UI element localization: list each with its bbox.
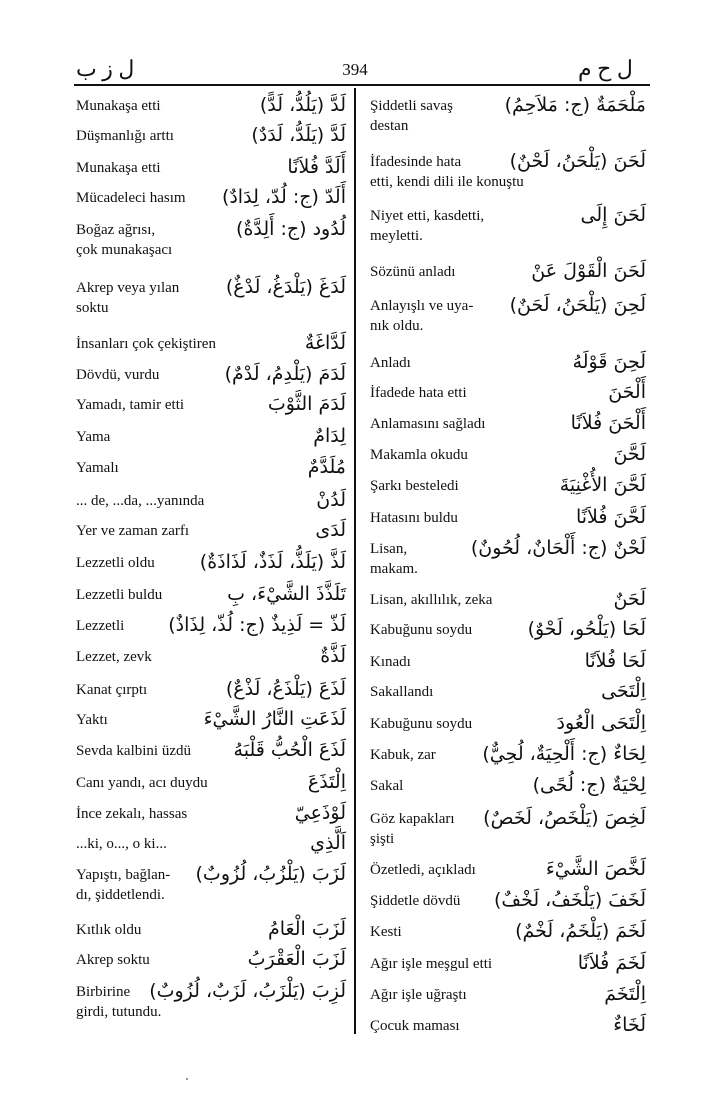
entry-turkish-meaning: Mücadeleci hasım: [76, 190, 186, 206]
entry-arabic-headword: لَدَغَ (يَلْدَغُ، لَدْغٌ): [225, 276, 346, 298]
entry-arabic-headword: لَخَمَ فُلاَنًا: [577, 952, 646, 974]
entry-arabic-headword: لَدَمَ الثَّوْبَ: [267, 393, 346, 415]
entry-arabic-headword: لَذَعَ الْحُبُّ قَلْبَهُ: [233, 739, 346, 761]
entry-arabic-headword: لَذّ = لَذِيذٌ (ج: لُذّ، لِذَاذٌ): [168, 614, 346, 636]
dictionary-entry: [370, 476, 646, 498]
entry-arabic-headword: لِحْيَةٌ (ج: لُحًى): [532, 774, 646, 796]
dictionary-entry: [76, 278, 346, 326]
column-divider: [354, 88, 356, 1034]
dictionary-entry: [76, 982, 346, 1030]
dictionary-entry: [370, 714, 646, 736]
entry-arabic-headword: لَذَّةٌ: [320, 645, 346, 667]
dictionary-entry: [370, 152, 646, 200]
dictionary-entry: [370, 508, 646, 530]
entry-turkish-meaning: Yaktı: [76, 712, 108, 728]
entry-arabic-headword: لَخَّصَ الشَّيْءَ: [545, 858, 646, 880]
entry-turkish-meaning: İfadesinde hata etti, kendi dili ile konuştu: [370, 154, 524, 190]
dictionary-entry: [370, 96, 646, 144]
entry-turkish-meaning: Canı yandı, acı duydu: [76, 775, 208, 791]
entry-arabic-headword: لَحَنٌ: [613, 588, 646, 610]
entry-turkish-meaning: Şiddetli savaş destan: [370, 98, 453, 134]
entry-turkish-meaning: Anladı: [370, 355, 411, 371]
entry-turkish-meaning: Kabuk, zar: [370, 747, 436, 763]
entry-turkish-meaning: Yamalı: [76, 460, 119, 476]
entry-arabic-headword: لَحَا (يَلْحُو، لَحْوٌ): [527, 618, 646, 640]
dictionary-entry: [370, 620, 646, 642]
dictionary-entry: [76, 680, 346, 702]
entry-arabic-headword: لَخَاءٌ: [613, 1014, 646, 1036]
entry-arabic-headword: أَلْحَنَ: [608, 381, 646, 403]
dictionary-entry: [370, 860, 646, 882]
entry-arabic-headword: اَلَّذِي: [310, 832, 346, 854]
entry-turkish-meaning: Lisan, akıllılık, zeka: [370, 592, 493, 608]
header-left-letters: ل ز ب: [76, 56, 135, 81]
entry-arabic-headword: لَحَنَ الْقَوْلَ عَنْ: [531, 260, 646, 282]
dictionary-entry: [370, 353, 646, 375]
dictionary-entry: [76, 950, 346, 972]
entry-arabic-headword: لَخَفَ (يَلْخَفُ، لَخْفٌ): [494, 889, 646, 911]
entry-turkish-meaning: İnsanları çok çekiştiren: [76, 336, 216, 352]
entry-arabic-headword: لَدَّاغَةٌ: [304, 332, 346, 354]
entry-arabic-headword: لَزِبَ (يَلْزَبُ، لَزَبٌ، لُزُوبٌ): [149, 980, 346, 1002]
dictionary-entry: [76, 710, 346, 732]
entry-turkish-meaning: Yer ve zaman zarfı: [76, 523, 190, 539]
entry-arabic-headword: لَحِنَ (يَلْحَنُ، لَحَنٌ): [509, 294, 646, 316]
entry-arabic-headword: لَزَبَ الْعَقْرَبُ: [247, 948, 346, 970]
entry-arabic-headword: لَدُنْ: [316, 489, 346, 511]
dictionary-entry: [370, 745, 646, 767]
entry-turkish-meaning: Şiddetle dövdü: [370, 893, 461, 909]
dictionary-entry: [370, 590, 646, 612]
entry-turkish-meaning: Lisan, makam.: [370, 541, 418, 577]
entry-turkish-meaning: Sözünü anladı: [370, 264, 456, 280]
entry-turkish-meaning: Lezzetli oldu: [76, 555, 155, 571]
dictionary-entry: [76, 773, 346, 795]
dictionary-entry: [370, 445, 646, 467]
entry-arabic-headword: لَخِصَ (يَلْخَصُ، لَخَصٌ): [483, 807, 646, 829]
entry-turkish-meaning: Sakallandı: [370, 684, 434, 700]
entry-turkish-meaning: Sakal: [370, 778, 404, 794]
entry-arabic-headword: لَخَمَ (يَلْخَمُ، لَخْمٌ): [515, 920, 646, 942]
entry-turkish-meaning: Kanat çırptı: [76, 682, 148, 698]
entry-arabic-headword: لَحْنٌ (ج: أَلْحَانٌ، لُحُونٌ): [470, 537, 646, 559]
entry-arabic-headword: اِلْتَحَى الْعُودَ: [556, 712, 646, 734]
entry-turkish-meaning: Lezzetli buldu: [76, 587, 163, 603]
dictionary-entry: [76, 427, 346, 449]
dictionary-entry: [76, 585, 346, 607]
entry-turkish-meaning: Anlamasını sağladı: [370, 416, 486, 432]
dictionary-entry: [370, 652, 646, 674]
dictionary-entry: [76, 395, 346, 417]
dictionary-entry: [76, 804, 346, 826]
dictionary-entry: [370, 776, 646, 798]
entry-arabic-headword: لَحَّنَ فُلاَنًا: [575, 506, 646, 528]
entry-turkish-meaning: Yapıştı, bağlan- dı, şiddetlendi.: [76, 867, 171, 903]
entry-turkish-meaning: Kınadı: [370, 654, 411, 670]
dictionary-entry: [370, 296, 646, 344]
dictionary-entry: [76, 741, 346, 763]
dictionary-entry: [370, 414, 646, 436]
entry-arabic-headword: تَلَذَّذَ الشَّيْءَ، بِ: [227, 583, 346, 605]
entry-arabic-headword: لَحَنَ إِلَى: [580, 204, 646, 226]
page-header: [0, 54, 710, 84]
entry-turkish-meaning: Kabuğunu soydu: [370, 716, 473, 732]
dictionary-entry: [370, 954, 646, 976]
entry-turkish-meaning: Niyet etti, kasdetti, meyletti.: [370, 208, 485, 244]
dictionary-entry: [370, 262, 646, 284]
dictionary-entry: [370, 809, 646, 857]
entry-turkish-meaning: Kıtlık oldu: [76, 922, 142, 938]
dictionary-entry: [370, 383, 646, 405]
dictionary-entry: [370, 1016, 646, 1038]
entry-turkish-meaning: Ağır işle uğraştı: [370, 987, 467, 1003]
entry-arabic-headword: لَدَّ (يَلَدُّ، لَدَدٌ): [251, 124, 346, 146]
entry-turkish-meaning: Düşmanlığı arttı: [76, 128, 174, 144]
dictionary-entry: [76, 334, 346, 356]
dictionary-entry: [76, 126, 346, 148]
entry-turkish-meaning: İnce zekalı, hassas: [76, 806, 188, 822]
entry-turkish-meaning: Kesti: [370, 924, 402, 940]
dictionary-entry: [76, 920, 346, 942]
entry-arabic-headword: لَدَمَ (يَلْدِمُ، لَدْمٌ): [224, 363, 346, 385]
entry-arabic-headword: أَلَدَّ فُلاَنًا: [287, 156, 346, 178]
entry-turkish-meaning: Anlayışlı ve uya- nık oldu.: [370, 298, 474, 334]
entry-arabic-headword: اِلْتَخَمَ: [604, 983, 646, 1005]
entry-turkish-meaning: Yama: [76, 429, 111, 445]
dictionary-entry: [76, 834, 346, 856]
dictionary-entry: [76, 158, 346, 180]
entry-turkish-meaning: Makamla okudu: [370, 447, 468, 463]
paper-speck: [186, 1078, 188, 1080]
entry-turkish-meaning: Munakaşa etti: [76, 98, 161, 114]
entry-turkish-meaning: Akrep soktu: [76, 952, 150, 968]
dictionary-entry: [370, 985, 646, 1007]
entry-turkish-meaning: Yamadı, tamir etti: [76, 397, 185, 413]
entry-arabic-headword: اِلْتَحَى: [601, 680, 646, 702]
dictionary-entry: [76, 553, 346, 575]
dictionary-entry: [76, 491, 346, 513]
entry-arabic-headword: لَحِنَ قَوْلَهُ: [572, 351, 646, 373]
dictionary-entry: [370, 891, 646, 913]
dictionary-entry: [76, 865, 346, 913]
entry-turkish-meaning: Ağır işle meşgul etti: [370, 956, 493, 972]
page-number: 394: [342, 60, 368, 79]
entry-arabic-headword: لَحَا فُلاَنًا: [584, 650, 646, 672]
dictionary-entry: [370, 206, 646, 254]
entry-turkish-meaning: Lezzet, zevk: [76, 649, 152, 665]
entry-turkish-meaning: Kabuğunu soydu: [370, 622, 473, 638]
entry-turkish-meaning: Munakaşa etti: [76, 160, 161, 176]
entry-arabic-headword: لَدَى: [315, 519, 346, 541]
entry-turkish-meaning: Sevda kalbini üzdü: [76, 743, 191, 759]
entry-arabic-headword: اِلْتَذَعَ: [307, 771, 346, 793]
header-rule: [74, 84, 650, 86]
entry-arabic-headword: لَحَّنَ الأُغْنِيَةَ: [559, 474, 646, 496]
entry-arabic-headword: لَحَّنَ: [613, 443, 646, 465]
dictionary-entry: [76, 365, 346, 387]
dictionary-entry: [76, 96, 346, 118]
entry-turkish-meaning: İfadede hata etti: [370, 385, 467, 401]
header-right-letters: ل ح م: [578, 56, 633, 81]
entry-turkish-meaning: ...ki, o..., o ki...: [76, 836, 167, 852]
dictionary-entry: [76, 220, 346, 268]
entry-arabic-headword: لَوْذَعِيّ: [294, 802, 346, 824]
dictionary-entry: [370, 539, 646, 587]
dictionary-entry: [76, 616, 346, 638]
entry-arabic-headword: مَلْحَمَةٌ (ج: مَلاَحِمُ): [504, 94, 646, 116]
entry-turkish-meaning: ... de, ...da, ...yanında: [76, 493, 205, 509]
entry-turkish-meaning: Dövdü, vurdu: [76, 367, 160, 383]
entry-turkish-meaning: Çocuk maması: [370, 1018, 460, 1034]
entry-arabic-headword: لَذَعَ (يَلْذَعُ، لَذْعٌ): [225, 678, 346, 700]
entry-arabic-headword: أَلَدّ (ج: لُدّ، لِدَادٌ): [221, 186, 346, 208]
entry-arabic-headword: لَحَنَ (يَلْحَنُ، لَحْنٌ): [509, 150, 646, 172]
dictionary-entry: [370, 922, 646, 944]
entry-turkish-meaning: Şarkı besteledi: [370, 478, 459, 494]
dictionary-entry: [76, 521, 346, 543]
entry-arabic-headword: لِحَاءٌ (ج: أَلْحِيَةٌ، لُحِيٌّ): [482, 743, 646, 765]
entry-turkish-meaning: Lezzetli: [76, 618, 125, 634]
dictionary-entry: [76, 188, 346, 210]
entry-arabic-headword: أَلْحَنَ فُلاَنًا: [570, 412, 646, 434]
entry-arabic-headword: لَذَعَتِ النَّارُ الشَّيْءَ: [203, 708, 346, 730]
dictionary-entry: [76, 647, 346, 669]
dictionary-entry: [76, 458, 346, 480]
entry-turkish-meaning: Boğaz ağrısı, çok munakaşacı: [76, 222, 173, 258]
entry-arabic-headword: لَزَبَ (يَلْزُبُ، لُزُوبٌ): [195, 863, 346, 885]
entry-arabic-headword: لُدُود (ج: أَلِدَّةٌ): [236, 218, 346, 240]
entry-arabic-headword: لَزَبَ الْعَامُ: [268, 918, 346, 940]
entry-arabic-headword: لَدَّ (يَلُدُّ، لَدًّ): [259, 94, 346, 116]
dictionary-entry: [370, 682, 646, 704]
entry-arabic-headword: لَذَّ (يَلَذُّ، لَذَذٌ، لَذَاذَةٌ): [199, 551, 346, 573]
entry-arabic-headword: لِدَامٌ: [313, 425, 346, 447]
entry-turkish-meaning: Birbirine girdi, tutundu.: [76, 984, 162, 1020]
entry-turkish-meaning: Hatasını buldu: [370, 510, 458, 526]
entry-arabic-headword: مُلَدَّمٌ: [307, 456, 346, 478]
entry-turkish-meaning: Özetledi, açıkladı: [370, 862, 476, 878]
entry-turkish-meaning: Göz kapakları şişti: [370, 811, 455, 847]
entry-turkish-meaning: Akrep veya yılan soktu: [76, 280, 180, 316]
